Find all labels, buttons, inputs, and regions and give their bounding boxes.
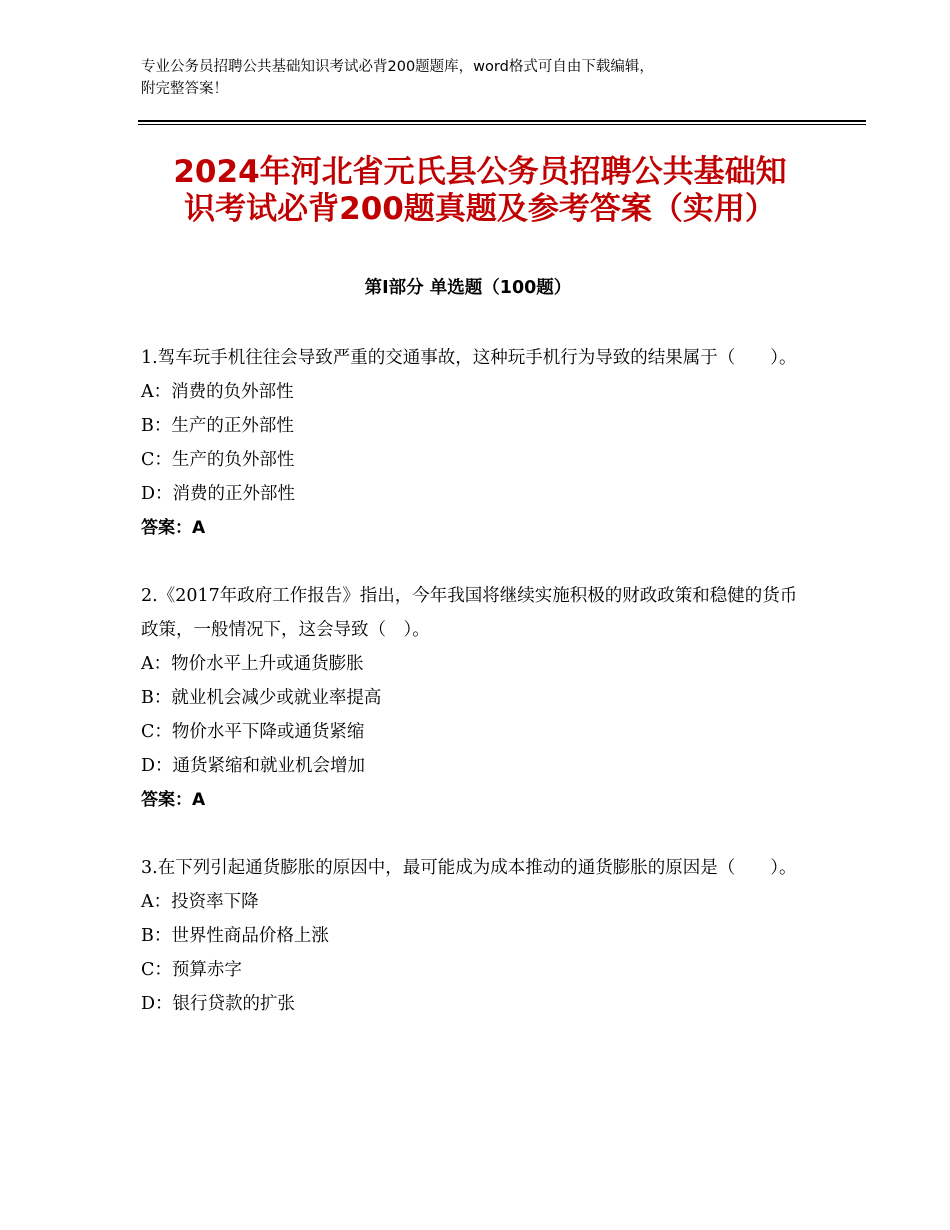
answer: [141, 783, 807, 817]
option-d: D：消费的正外部性: [141, 484, 296, 504]
option-d: D：银行贷款的扩张: [141, 994, 296, 1014]
option-d: D：通货紧缩和就业机会增加: [141, 756, 366, 776]
header-rule-thin: [138, 124, 866, 125]
option-a: A：消费的负外部性: [141, 382, 294, 402]
option-c: C：预算赤字: [141, 960, 242, 980]
page-header: [141, 56, 801, 100]
question-2: [141, 579, 807, 817]
question-stem: 2.《2017年政府工作报告》指出，今年我国将继续实施积极的财政政策和稳健的货币政策，一般情况下，这会导致（ ）。: [141, 586, 798, 640]
answer: [141, 511, 807, 545]
option-a: A：投资率下降: [141, 892, 259, 912]
option-b: B：世界性商品价格上涨: [141, 926, 329, 946]
title-line-2: 识考试必背200题真题及参考答案（实用）: [184, 191, 776, 227]
option-c: C：生产的负外部性: [141, 450, 295, 470]
question-1: [141, 341, 807, 545]
header-line-1: 专业公务员招聘公共基础知识考试必背200题题库，word格式可自由下载编辑，: [141, 59, 654, 75]
header-rule-thick: [138, 120, 866, 122]
question-stem: 3.在下列引起通货膨胀的原因中，最可能成为成本推动的通货膨胀的原因是（ ）。: [141, 858, 797, 878]
answer-label: 答案：: [141, 518, 192, 538]
answer-label: 答案：: [141, 790, 192, 810]
answer-value: A: [192, 790, 206, 810]
header-line-2: 附完整答案！: [141, 81, 228, 97]
question-3: [141, 851, 807, 1021]
document-title: [130, 154, 830, 228]
answer-value: A: [192, 518, 206, 538]
option-a: A：物价水平上升或通货膨胀: [141, 654, 364, 674]
option-b: B：就业机会减少或就业率提高: [141, 688, 382, 708]
option-c: C：物价水平下降或通货紧缩: [141, 722, 365, 742]
option-b: B：生产的正外部性: [141, 416, 294, 436]
question-stem: 1.驾车玩手机往往会导致严重的交通事故，这种玩手机行为导致的结果属于（ ）。: [141, 348, 797, 368]
section-heading: 第Ⅰ部分 单选题（100题）: [364, 278, 572, 298]
title-line-1: 2024年河北省元氏县公务员招聘公共基础知: [173, 154, 787, 190]
question-list: [141, 341, 807, 1055]
